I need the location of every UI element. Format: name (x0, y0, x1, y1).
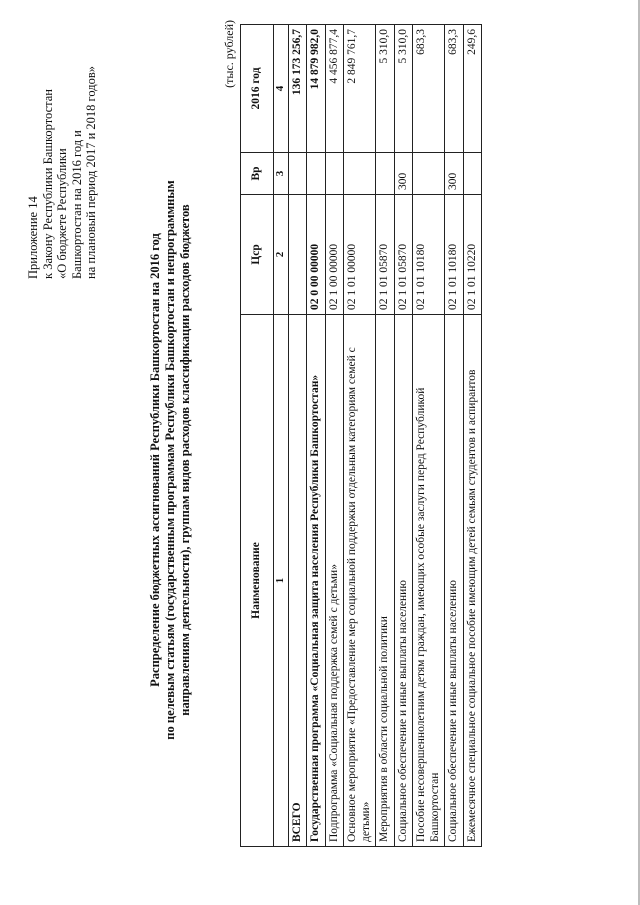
row-name: Ежемесячное специальное социальное пособие имеющим детей семьям студентов и аспирантов (463, 315, 482, 847)
row-csr: 02 1 01 10220 (463, 195, 482, 315)
col-number: 4 (274, 25, 289, 153)
row-sum: 136 173 256,7 (288, 25, 307, 153)
row-name: Социальное обеспечение и иные выплаты населению (394, 315, 413, 847)
row-vr (325, 153, 344, 195)
annex-line: к Закону Республики Башкортостан (40, 89, 55, 279)
row-vr (376, 153, 395, 195)
header-vr: Вр (241, 153, 274, 195)
table-row (463, 25, 482, 847)
table-body (288, 25, 482, 847)
row-csr: 02 1 01 05870 (376, 195, 395, 315)
document-title (148, 115, 193, 805)
row-csr: 02 1 00 00000 (325, 195, 344, 315)
units-label: (тыс. рублей) (222, 20, 236, 88)
row-csr: 02 0 00 00000 (307, 195, 326, 315)
row-vr (288, 153, 307, 195)
row-name: Пособие несовершеннолетним детям граждан, имеющих особые заслуги перед Республикой Башкортостан (413, 315, 445, 847)
row-csr: 02 1 01 00000 (344, 195, 376, 315)
annex-line: «О бюджете Республики (55, 148, 69, 279)
row-sum: 249,6 (463, 25, 482, 153)
title-line: по целевым статьям (государственным программам Республики Башкортостан и непрограммным (163, 180, 177, 740)
annex-header (26, 66, 99, 279)
table-row (325, 25, 344, 847)
annex-line: на плановый период 2017 и 2018 годов» (84, 66, 98, 279)
row-sum: 4 456 877,4 (325, 25, 344, 153)
row-sum: 683,3 (445, 25, 464, 153)
row-vr (413, 153, 445, 195)
header-csr: Цср (241, 195, 274, 315)
row-name: Основное мероприятие «Предоставление мер социальной поддержки отдельным категориям семей с детьми» (344, 315, 376, 847)
row-name: Государственная программа «Социальная защита населения Республики Башкортостан» (307, 315, 326, 847)
column-number-row (274, 25, 289, 847)
header-row (241, 25, 274, 847)
row-vr: 300 (445, 153, 464, 195)
row-sum: 2 849 761,7 (344, 25, 376, 153)
title-line: Распределение бюджетных ассигнований Республики Башкортостан на 2016 год (148, 233, 162, 687)
title-line: направлениям деятельности), группам видов расходов классификации расходов бюджетов (178, 204, 192, 716)
table-row (307, 25, 326, 847)
row-name: ВСЕГО (288, 315, 307, 847)
row-vr: 300 (394, 153, 413, 195)
col-number: 2 (274, 195, 289, 315)
row-vr (307, 153, 326, 195)
row-csr: 02 1 01 10180 (413, 195, 445, 315)
row-sum: 5 310,0 (376, 25, 395, 153)
row-csr: 02 1 01 05870 (394, 195, 413, 315)
row-csr (288, 195, 307, 315)
table-row (344, 25, 376, 847)
table-row (394, 25, 413, 847)
col-number: 3 (274, 153, 289, 195)
row-name: Мероприятия в области социальной политики (376, 315, 395, 847)
annex-line: Башкортостан на 2016 год и (69, 130, 84, 279)
row-vr (344, 153, 376, 195)
row-name: Подпрограмма «Социальная поддержка семей с детьми» (325, 315, 344, 847)
row-name: Социальное обеспечение и иные выплаты населению (445, 315, 464, 847)
row-csr: 02 1 01 10180 (445, 195, 464, 315)
table-row (288, 25, 307, 847)
col-number: 1 (274, 315, 289, 847)
annex-line: Приложение 14 (26, 196, 40, 279)
row-sum: 683,3 (413, 25, 445, 153)
header-name: Наименование (241, 315, 274, 847)
row-vr (463, 153, 482, 195)
table-row (413, 25, 445, 847)
row-sum: 5 310,0 (394, 25, 413, 153)
header-year: 2016 год (241, 25, 274, 153)
budget-table (240, 24, 482, 847)
table-row (445, 25, 464, 847)
row-sum: 14 879 982,0 (307, 25, 326, 153)
table-row (376, 25, 395, 847)
